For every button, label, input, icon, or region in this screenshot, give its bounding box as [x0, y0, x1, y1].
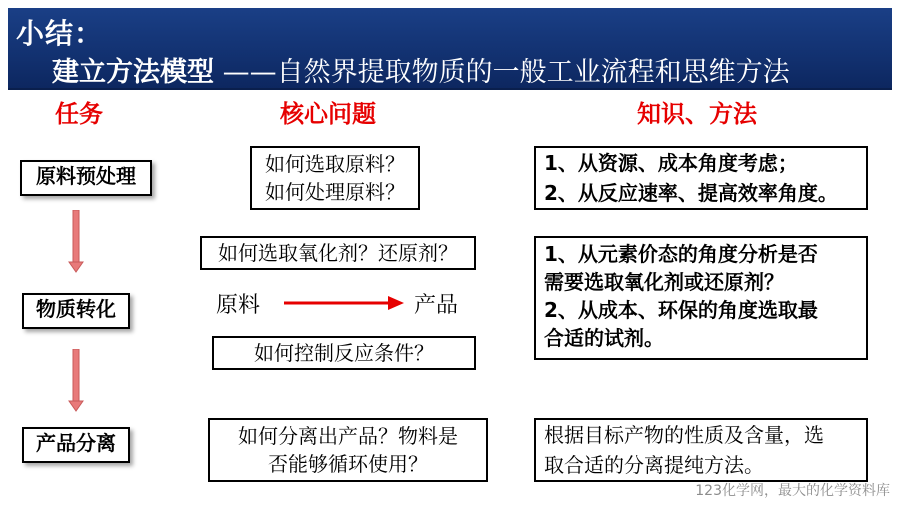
knowledge-line: 需要选取氧化剂或还原剂？: [544, 270, 784, 294]
down-arrow-connector-1: [66, 210, 86, 274]
core-question-line: 如何选取原料？: [265, 152, 405, 176]
title-banner: [8, 8, 892, 90]
core-question-conditions: [212, 336, 476, 370]
core-question-line: 如何处理原料？: [265, 180, 405, 204]
page-subtitle: [52, 50, 790, 89]
task-box-pretreatment: [20, 160, 152, 196]
column-heading-core: 核心问题: [280, 100, 376, 128]
product-label: 产品: [414, 293, 459, 318]
core-question-oxidant-text: 如何选取氧化剂？还原剂？: [218, 241, 458, 265]
footer-watermark: 123化学网，最大的化学资料库: [695, 483, 890, 499]
knowledge-box-pretreatment: [534, 146, 868, 210]
core-question-separation: [208, 418, 488, 482]
knowledge-box-transformation: [534, 236, 868, 360]
task-label-pretreatment: 原料预处理: [36, 164, 136, 188]
down-arrow-connector-2: [66, 349, 86, 413]
task-box-separation: [22, 427, 130, 463]
raw-material-label: 原料: [216, 293, 261, 318]
subtitle-bold: 建立方法模型: [52, 57, 214, 88]
knowledge-line: 取合适的分离提纯方法。: [544, 453, 764, 477]
knowledge-line: 根据目标产物的性质及含量，选: [544, 423, 824, 447]
core-question-oxidant: [200, 236, 476, 270]
column-heading-knowledge: 知识、方法: [637, 100, 757, 128]
knowledge-line: 2、从成本、环保的角度选取最: [544, 298, 818, 322]
knowledge-box-separation: [534, 418, 868, 482]
core-question-pretreatment: [250, 146, 420, 210]
knowledge-line: 2、从反应速率、提高效率角度。: [544, 181, 838, 205]
task-label-separation: 产品分离: [36, 431, 116, 455]
knowledge-line: 1、从资源、成本角度考虑；: [544, 151, 798, 175]
core-question-conditions-text: 如何控制反应条件？: [254, 341, 434, 365]
knowledge-line: 1、从元素价态的角度分析是否: [544, 242, 818, 266]
task-label-transformation: 物质转化: [36, 297, 116, 321]
core-question-line: 否能够循环使用？: [268, 452, 428, 476]
page-title: 小结：: [16, 17, 104, 50]
core-question-line: 如何分离出产品？物料是: [238, 424, 458, 448]
column-heading-task: 任务: [55, 100, 103, 128]
subtitle-rest: ——自然界提取物质的一般工业流程和思维方法: [214, 57, 790, 88]
right-arrow: [282, 292, 406, 314]
task-box-transformation: [22, 293, 130, 329]
knowledge-line: 合适的试剂。: [544, 326, 664, 350]
